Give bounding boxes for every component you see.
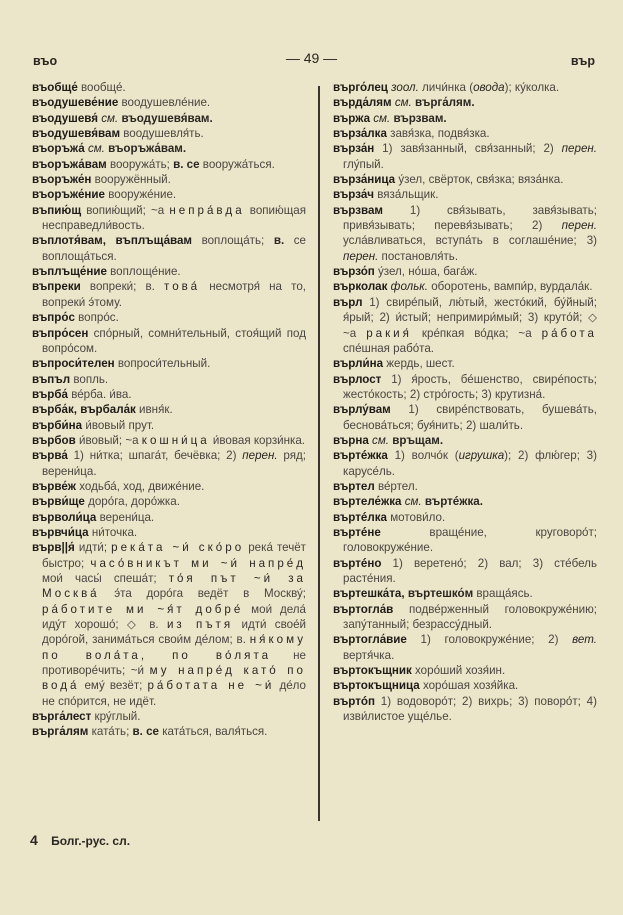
dictionary-entry (333, 494, 597, 509)
label-abbreviation: см. (401, 495, 425, 509)
translation: вертя́чка. (343, 648, 395, 662)
dictionary-entry (333, 279, 597, 294)
headword: върза́н (333, 142, 375, 156)
headword: върл (333, 295, 363, 309)
dictionary-entry (333, 556, 597, 587)
translation: идти́ свое́й доро́гой, занима́ться свои́м де́лом; в. (42, 618, 306, 647)
headword: върволи́ца (32, 510, 97, 524)
translation: 1) головокруже́ние; 2) (406, 633, 573, 647)
headword: въоръже́ние (32, 188, 105, 202)
headword: върба́к, върбала́к (32, 403, 136, 417)
translation: вопреки́; в. (80, 280, 165, 294)
headword: върга́лест (32, 710, 92, 724)
signature-number: 4 (30, 832, 38, 848)
translation: мои́ часы́ спеша́т; (42, 572, 169, 585)
headword: вържа (333, 111, 371, 125)
translation: вооружённый. (91, 173, 171, 187)
headword: въртогла́вие (333, 633, 407, 647)
translation: верени́ца. (96, 510, 155, 524)
headword: върв||я́ (32, 541, 75, 555)
dictionary-entry (32, 479, 306, 494)
label-abbreviation: см. (370, 111, 394, 125)
headword: въртéлка (333, 510, 387, 524)
headword: въодушеве́ние (32, 96, 119, 110)
translation: ); ку́колка. (504, 81, 560, 94)
label-abbreviation: перен. (561, 142, 597, 156)
headword: върве́ж (32, 479, 77, 493)
headword: върколак (333, 280, 388, 294)
translation: воодушевле́ние. (118, 96, 211, 110)
translation: воплоще́ние. (106, 265, 181, 279)
dictionary-entry (333, 479, 597, 494)
headword: върна (333, 433, 369, 447)
headword: въпию́щ (32, 203, 82, 217)
headword: върго́лец (333, 81, 388, 94)
headword: върда́лям (333, 96, 392, 110)
page-number: — 49 — (285, 50, 338, 66)
cross-reference: въртéжка. (424, 495, 483, 509)
translation: вопро́с. (74, 311, 119, 325)
headword: въртéне (333, 525, 381, 539)
translation: доро́га, доро́жка. (84, 495, 180, 509)
headword: въпреки (32, 280, 81, 294)
headword: върви́ще (32, 495, 85, 509)
dictionary-entry (333, 172, 597, 187)
label-abbreviation: см. (368, 433, 393, 447)
example-phrase: ра́ботите ми ~я́т добре́ (42, 602, 244, 616)
dictionary-entry (32, 310, 306, 325)
translation: ве́рба. и́ва. (67, 387, 132, 401)
dictionary-entry (32, 187, 306, 202)
footer-signature (30, 832, 130, 848)
left-column (32, 80, 306, 740)
translation: ходьба́, ход, движе́ние. (76, 479, 205, 493)
translation: завя́зка, подвя́зка. (386, 127, 490, 141)
translation: вопию́щий; ~а (81, 203, 170, 217)
dictionary-entry (333, 372, 597, 403)
example-phrase: часо́вникът ми ~и́ напре́д (90, 556, 307, 570)
dictionary-entry (333, 694, 597, 725)
dictionary-entry (32, 141, 306, 156)
label-abbreviation: см. (391, 96, 416, 110)
headword: въодушевя́вам (32, 127, 121, 141)
translation: ни́точка. (88, 525, 138, 539)
cross-reference: въодушевя́вам. (121, 111, 213, 125)
cross-reference: въоръжа́вам. (108, 142, 187, 156)
label-abbreviation: фольк. (387, 280, 428, 294)
headword: върлост (333, 372, 382, 386)
translation: хоро́ший хозя́ин. (411, 664, 506, 678)
dictionary-entry (333, 126, 597, 141)
label-abbreviation: см. (98, 111, 122, 125)
headword: въртокъщник (333, 664, 412, 678)
translation: 1) завя́занный, свя́занный; 2) (374, 142, 562, 156)
dictionary-entry (32, 111, 306, 126)
translation: ивня́к. (135, 403, 173, 417)
dictionary-entry (333, 95, 597, 110)
translation: спо́рный, сомни́тельный, стоя́щий под вопро́сом. (42, 326, 306, 355)
dictionary-entry (32, 172, 306, 187)
translation: личи́нка ( (418, 81, 474, 94)
dictionary-entry (32, 510, 306, 525)
translation: несмотря́ на то, вопреки́ э́тому. (42, 280, 306, 309)
headword: върлу́вам (333, 403, 391, 417)
headword: въпро́с (32, 311, 75, 325)
dictionary-entry (32, 709, 306, 724)
example-phrase: ня́кому по вола́та, по во́лята (42, 633, 306, 662)
label-abbreviation: перен. (561, 219, 597, 233)
headword: върза́ница (333, 173, 396, 187)
dictionary-entry (333, 448, 597, 479)
label-abbreviation: перен. (343, 249, 379, 263)
translation: ему́ везёт; (79, 679, 148, 693)
dictionary-entry (333, 663, 597, 678)
dictionary-entry (32, 402, 306, 417)
dictionary-entry (32, 387, 306, 402)
dictionary-entry (32, 494, 306, 509)
headword: въпро́сен (32, 326, 89, 340)
label-abbreviation: перен. (242, 449, 278, 463)
dictionary-entry (32, 95, 306, 110)
dictionary-entry (32, 326, 306, 357)
dictionary-entry (32, 203, 306, 234)
dictionary-entry (333, 602, 597, 633)
translation: се воплоща́ться. (42, 234, 306, 263)
dictionary-entry (333, 510, 597, 525)
headword: върли́на (333, 357, 384, 371)
headword: въртокъщница (333, 679, 420, 693)
headword: върбов (32, 433, 76, 447)
translation: вообще́. (77, 81, 126, 94)
dictionary-entry (333, 402, 597, 433)
translation: река́ течёт быстро; (42, 541, 306, 570)
translation: и́вовый прут. (82, 418, 155, 432)
translation: де́ло не спо́рится, не идёт. (42, 679, 306, 708)
dictionary-entry (32, 356, 306, 371)
translation: 1) веретено́; 2) вал; 3) сте́бель расте́ния. (343, 556, 597, 585)
dictionary-entry (333, 80, 597, 95)
headword: вързвам (333, 203, 383, 217)
dictionary-entry (333, 111, 597, 126)
headword: въоръжа́вам (32, 157, 107, 171)
dictionary-entry (333, 295, 597, 356)
dictionary-entry (32, 724, 306, 739)
cross-reference: въртешко́м (407, 587, 474, 601)
translation: ); 2) флю́гер; 3) карусе́ль. (343, 449, 597, 478)
translation: 1) водоворо́т; 2) вихрь; 3) поворо́т; 4) изви́листое уще́лье. (343, 694, 597, 724)
dictionary-entry (333, 187, 597, 202)
translation: спе́шная рабо́та. (343, 341, 435, 355)
dictionary-entry (32, 372, 306, 387)
example-phrase: кошни́ца (141, 433, 210, 447)
example-phrase: ра́бота (541, 326, 597, 340)
translation: воплоща́ть; (192, 234, 274, 248)
example-phrase: непра́вда (169, 203, 245, 217)
translation: постановля́ть. (378, 249, 459, 263)
right-column (333, 80, 597, 724)
translation: хоро́шая хозя́йка. (419, 679, 519, 693)
cross-reference: вързвам. (393, 111, 447, 125)
cross-reference: в. (273, 234, 285, 248)
translation: 1) свире́пствовать, бушева́ть, беснова́ться; буя́нить; 2) шали́ть. (343, 403, 597, 432)
translation: вяза́льщик. (374, 188, 439, 202)
dictionary-entry (32, 126, 306, 141)
signature-label: Болг.-рус. сл. (51, 834, 131, 848)
translation: 1) свя́зывать, завя́зывать; привя́зывать; перевя́зывать; 2) (343, 203, 597, 233)
translation: и́вовый; ~а (75, 433, 142, 447)
translation: вопль. (70, 372, 109, 386)
translation: у́зел, свёрток, свя́зка; вяза́нка. (395, 173, 564, 187)
headword: въоръжа́ (32, 142, 85, 156)
headword: въпроси́телен (32, 357, 115, 371)
translation: у́зел, но́ша, бага́ж. (374, 265, 478, 279)
label-abbreviation: вет. (572, 633, 597, 647)
headword: въоръже́н (32, 173, 92, 187)
dictionary-entry (333, 433, 597, 448)
headword: въртеле́жка (333, 495, 402, 509)
example-phrase: това́ (164, 280, 201, 294)
translation: э́та доро́га ведёт в Москву́; (99, 587, 306, 601)
dictionary-entry (32, 448, 306, 479)
headword: върга́лям (32, 725, 89, 739)
dictionary-entry (333, 141, 597, 172)
translation: кре́пкая во́дка; ~а (411, 326, 542, 340)
example-phrase: то́я път ~и́ за Москва́ (42, 572, 306, 601)
label-abbreviation: овода (473, 81, 505, 94)
translation: вооружа́ть; (106, 157, 174, 171)
headword: въртéно (333, 556, 382, 570)
dictionary-entry (32, 418, 306, 433)
translation: жердь, шест. (383, 357, 455, 371)
translation: вооружа́ться. (199, 157, 275, 171)
headword: върва́ (32, 449, 68, 463)
headword: въпъл (32, 372, 71, 386)
translation: и́вовая корзи́нка. (209, 433, 306, 447)
example-phrase: из пътя (166, 618, 234, 632)
translation: оборотень, вампи́р, вурдала́к. (428, 280, 593, 294)
dictionary-entry (333, 203, 597, 264)
headword: въодушевя́ (32, 111, 99, 125)
translation: усла́вливаться, вступа́ть в соглаше́ние; 3) (343, 234, 597, 248)
example-phrase: ракия́ (366, 326, 412, 340)
translation: 1) волчо́к ( (387, 449, 459, 463)
headword: въртéжка (333, 449, 388, 463)
headword: въртел (333, 479, 375, 493)
headword: върза́ч (333, 188, 375, 202)
headword: върба́ (32, 387, 68, 401)
translation: ряд; верени́ца. (42, 449, 306, 478)
dictionary-entry (333, 525, 597, 556)
translation: враще́ние, круговоро́т; головокруже́ние. (343, 525, 597, 555)
headword: въртешка́та, (333, 587, 405, 601)
translation: ката́ться, валя́ться. (159, 725, 268, 739)
dictionary-entry (32, 157, 306, 172)
translation: не противоре́чить; ~и́ (42, 648, 306, 678)
column-divider (318, 86, 320, 821)
translation: воодушевля́ть. (120, 127, 204, 141)
dictionary-entry (333, 678, 597, 693)
headword: върби́на (32, 418, 83, 432)
translation: враща́ясь. (473, 587, 533, 601)
headword: въртогла́в (333, 602, 394, 616)
headword: въплъще́ние (32, 265, 107, 279)
translation: 1) ни́тка; шпага́т, бечёвка; 2) (67, 449, 243, 463)
label-abbreviation: игрушка (458, 449, 505, 463)
example-phrase: му напре́д като́ по вода́ (42, 664, 306, 693)
headword: въплотя́вам, въплъща́вам (32, 234, 193, 248)
example-phrase: река́та ~и́ ско́ро (111, 541, 245, 555)
cross-reference: в. се (173, 157, 200, 171)
cross-reference: върга́лям. (415, 96, 475, 110)
dictionary-entry (333, 632, 597, 663)
translation: кру́глый. (91, 710, 141, 724)
dictionary-entry (32, 433, 306, 448)
translation: мотови́ло. (386, 510, 446, 524)
translation: вопию́щая несправедли́вость. (42, 203, 306, 233)
headword: въобще́ (32, 81, 78, 94)
translation: идти́; (74, 541, 112, 555)
headword: вървчи́ца (32, 525, 89, 539)
translation: ката́ть; (88, 725, 133, 739)
translation: вопроси́тельный. (114, 357, 211, 371)
dictionary-entry (32, 80, 306, 95)
translation: вооруже́ние. (105, 188, 177, 202)
translation: 1) свире́пый, лю́тый, жесто́кий, бу́йный; я́рый; 2) и́стый; непримири́мый; 3) круто́й; ◇ ~а (343, 295, 597, 340)
dictionary-entry (32, 264, 306, 279)
cross-reference: в. се (132, 725, 159, 739)
translation: глу́пый. (343, 157, 384, 171)
cross-reference: връщам. (392, 433, 444, 447)
dictionary-entry (32, 233, 306, 264)
headword: вързо́п (333, 265, 375, 279)
translation: мои́ дела́ иду́т хорошо́; ◇ в. (42, 602, 306, 632)
headword: върза́лка (333, 127, 387, 141)
dictionary-entry (32, 540, 306, 709)
dictionary-entry (32, 279, 306, 310)
example-phrase: ра́ботата не ~и́ (147, 679, 275, 693)
translation: ве́ртел. (374, 479, 418, 493)
dictionary-entry (333, 356, 597, 371)
running-head-left: въо (33, 54, 58, 68)
running-head-right: вър (570, 54, 595, 68)
translation: 1) я́рость, бе́шенство, свире́пость; жесто́кость; 2) стро́гость; 3) крутизна́. (343, 372, 597, 401)
label-abbreviation: см. (84, 142, 109, 156)
headword: въртóп (333, 694, 375, 708)
dictionary-entry (333, 586, 597, 601)
label-abbreviation: зоол. (387, 81, 419, 94)
dictionary-entry (32, 525, 306, 540)
translation: подве́рженный головокруже́нию; запу́танный; безрассу́дный. (343, 602, 597, 632)
dictionary-entry (333, 264, 597, 279)
